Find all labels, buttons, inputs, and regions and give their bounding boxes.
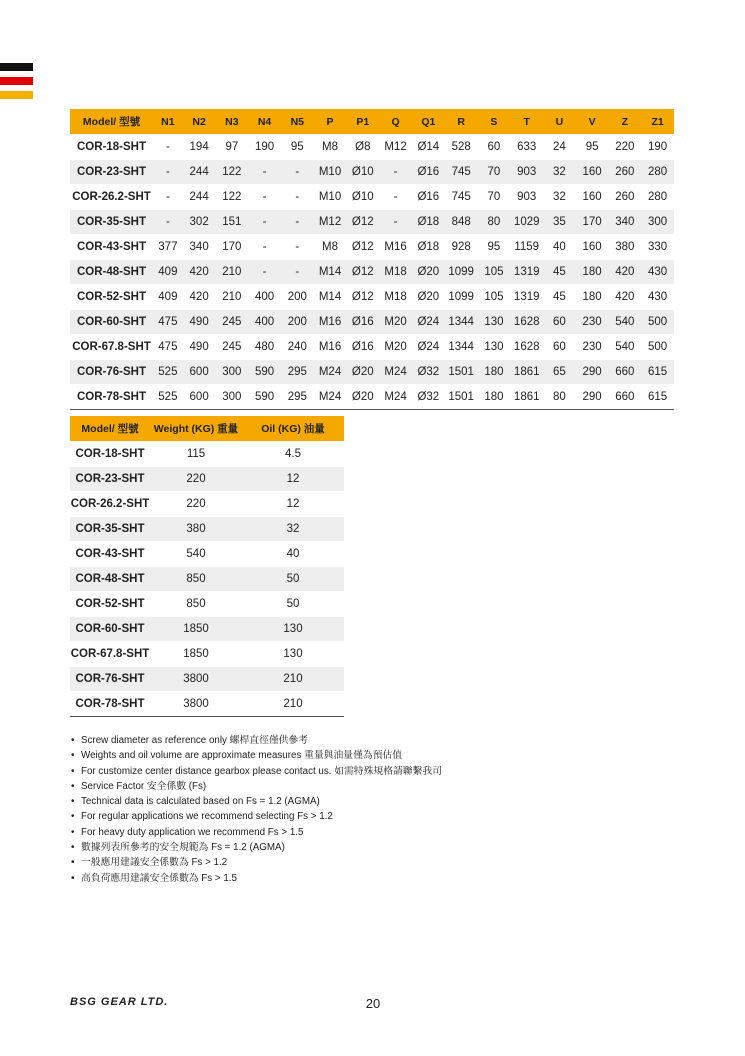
column-header: Model/ 型號 bbox=[70, 109, 153, 135]
value-cell: 180 bbox=[576, 260, 609, 285]
value-cell: 540 bbox=[608, 310, 641, 335]
table-row bbox=[70, 467, 344, 492]
value-cell: 500 bbox=[641, 310, 674, 335]
model-cell: COR-35-SHT bbox=[70, 210, 153, 235]
value-cell: 1159 bbox=[510, 235, 543, 260]
column-header: Q1 bbox=[412, 109, 445, 135]
value-cell: 1319 bbox=[510, 260, 543, 285]
value-cell: - bbox=[248, 235, 281, 260]
notes-list bbox=[71, 733, 442, 886]
table-row bbox=[70, 210, 674, 235]
model-cell: COR-23-SHT bbox=[70, 467, 150, 492]
value-cell: 590 bbox=[248, 360, 281, 385]
table-row bbox=[70, 542, 344, 567]
value-cell: Ø32 bbox=[412, 360, 445, 385]
value-cell: 1628 bbox=[510, 335, 543, 360]
note-item: • Service Factor 安全係數 (Fs) bbox=[71, 779, 442, 794]
value-cell: M10 bbox=[314, 160, 347, 185]
table-row bbox=[70, 185, 674, 210]
table-row bbox=[70, 567, 344, 592]
value-cell: 615 bbox=[641, 360, 674, 385]
value-cell: 170 bbox=[576, 210, 609, 235]
value-cell: 190 bbox=[641, 135, 674, 160]
value-cell: 32 bbox=[543, 160, 576, 185]
value-cell: Ø8 bbox=[346, 135, 379, 160]
weights-table bbox=[70, 416, 344, 717]
value-cell: M24 bbox=[379, 360, 412, 385]
value-cell: 240 bbox=[281, 335, 314, 360]
model-cell: COR-67.8-SHT bbox=[70, 335, 153, 360]
table-row bbox=[70, 517, 344, 542]
value-cell: Ø12 bbox=[346, 285, 379, 310]
value-cell: 340 bbox=[183, 235, 216, 260]
note-item: • Technical data is calculated based on Fs = 1.2 (AGMA) bbox=[71, 794, 442, 809]
value-cell: 32 bbox=[543, 185, 576, 210]
value-cell: - bbox=[153, 135, 183, 160]
value-cell: - bbox=[248, 260, 281, 285]
value-cell: 1861 bbox=[510, 385, 543, 410]
value-cell: 70 bbox=[478, 160, 511, 185]
model-cell: COR-76-SHT bbox=[70, 360, 153, 385]
value-cell: 12 bbox=[242, 467, 344, 492]
value-cell: - bbox=[248, 185, 281, 210]
value-cell: 430 bbox=[641, 285, 674, 310]
value-cell: - bbox=[379, 185, 412, 210]
value-cell: Ø24 bbox=[412, 310, 445, 335]
value-cell: 245 bbox=[215, 310, 248, 335]
value-cell: M14 bbox=[314, 285, 347, 310]
value-cell: 180 bbox=[576, 285, 609, 310]
column-header: Z1 bbox=[641, 109, 674, 135]
value-cell: 160 bbox=[576, 160, 609, 185]
value-cell: 1344 bbox=[445, 335, 478, 360]
value-cell: - bbox=[153, 210, 183, 235]
value-cell: 180 bbox=[478, 360, 511, 385]
column-header: Z bbox=[608, 109, 641, 135]
value-cell: 65 bbox=[543, 360, 576, 385]
value-cell: Ø16 bbox=[346, 310, 379, 335]
value-cell: - bbox=[281, 260, 314, 285]
column-header: N2 bbox=[183, 109, 216, 135]
value-cell: Ø10 bbox=[346, 185, 379, 210]
value-cell: 1628 bbox=[510, 310, 543, 335]
value-cell: Ø20 bbox=[346, 360, 379, 385]
column-header: Model/ 型號 bbox=[70, 416, 150, 442]
model-cell: COR-26.2-SHT bbox=[70, 185, 153, 210]
value-cell: 380 bbox=[150, 517, 242, 542]
note-item: • 數據列表所參考的安全規範為 Fs = 1.2 (AGMA) bbox=[71, 840, 442, 855]
table-row bbox=[70, 335, 674, 360]
value-cell: Ø12 bbox=[346, 210, 379, 235]
value-cell: 130 bbox=[242, 617, 344, 642]
value-cell: 97 bbox=[215, 135, 248, 160]
value-cell: 130 bbox=[478, 335, 511, 360]
value-cell: 122 bbox=[215, 185, 248, 210]
value-cell: M10 bbox=[314, 185, 347, 210]
value-cell: 903 bbox=[510, 185, 543, 210]
value-cell: 528 bbox=[445, 135, 478, 160]
value-cell: 3800 bbox=[150, 692, 242, 717]
value-cell: 220 bbox=[150, 492, 242, 517]
value-cell: 1850 bbox=[150, 642, 242, 667]
value-cell: M24 bbox=[314, 360, 347, 385]
value-cell: 590 bbox=[248, 385, 281, 410]
table-row bbox=[70, 592, 344, 617]
table-row bbox=[70, 135, 674, 160]
value-cell: 210 bbox=[215, 285, 248, 310]
value-cell: 105 bbox=[478, 285, 511, 310]
value-cell: M12 bbox=[379, 135, 412, 160]
value-cell: 210 bbox=[242, 692, 344, 717]
value-cell: 380 bbox=[608, 235, 641, 260]
page-number: 20 bbox=[365, 996, 381, 1011]
value-cell: 330 bbox=[641, 235, 674, 260]
value-cell: Ø20 bbox=[346, 385, 379, 410]
table-header-row bbox=[70, 416, 344, 442]
value-cell: 200 bbox=[281, 310, 314, 335]
value-cell: 60 bbox=[543, 335, 576, 360]
value-cell: 220 bbox=[608, 135, 641, 160]
table-row bbox=[70, 642, 344, 667]
value-cell: - bbox=[248, 210, 281, 235]
value-cell: 540 bbox=[150, 542, 242, 567]
value-cell: 40 bbox=[543, 235, 576, 260]
value-cell: 928 bbox=[445, 235, 478, 260]
value-cell: 60 bbox=[543, 310, 576, 335]
value-cell: 60 bbox=[478, 135, 511, 160]
value-cell: Ø18 bbox=[412, 210, 445, 235]
value-cell: 1099 bbox=[445, 285, 478, 310]
value-cell: 615 bbox=[641, 385, 674, 410]
value-cell: M16 bbox=[314, 335, 347, 360]
column-header: T bbox=[510, 109, 543, 135]
value-cell: 525 bbox=[153, 360, 183, 385]
model-cell: COR-23-SHT bbox=[70, 160, 153, 185]
value-cell: 409 bbox=[153, 260, 183, 285]
table-row bbox=[70, 492, 344, 517]
value-cell: 70 bbox=[478, 185, 511, 210]
value-cell: 745 bbox=[445, 185, 478, 210]
table-row bbox=[70, 442, 344, 467]
value-cell: 260 bbox=[608, 185, 641, 210]
value-cell: 1501 bbox=[445, 385, 478, 410]
model-cell: COR-48-SHT bbox=[70, 260, 153, 285]
value-cell: 122 bbox=[215, 160, 248, 185]
model-cell: COR-43-SHT bbox=[70, 235, 153, 260]
value-cell: M24 bbox=[314, 385, 347, 410]
value-cell: 600 bbox=[183, 385, 216, 410]
value-cell: 200 bbox=[281, 285, 314, 310]
value-cell: M18 bbox=[379, 285, 412, 310]
column-header: U bbox=[543, 109, 576, 135]
value-cell: 24 bbox=[543, 135, 576, 160]
column-header: P1 bbox=[346, 109, 379, 135]
value-cell: 244 bbox=[183, 185, 216, 210]
value-cell: 500 bbox=[641, 335, 674, 360]
table-row bbox=[70, 260, 674, 285]
model-cell: COR-18-SHT bbox=[70, 135, 153, 160]
value-cell: 903 bbox=[510, 160, 543, 185]
dimensions-table bbox=[70, 109, 674, 410]
value-cell: 3800 bbox=[150, 667, 242, 692]
note-item: • Weights and oil volume are approximate measures 重量與油量僅為預估值 bbox=[71, 748, 442, 763]
value-cell: 170 bbox=[215, 235, 248, 260]
value-cell: Ø16 bbox=[346, 335, 379, 360]
value-cell: 300 bbox=[215, 360, 248, 385]
value-cell: M16 bbox=[379, 235, 412, 260]
value-cell: 50 bbox=[242, 592, 344, 617]
value-cell: 745 bbox=[445, 160, 478, 185]
value-cell: M20 bbox=[379, 335, 412, 360]
value-cell: 475 bbox=[153, 335, 183, 360]
model-cell: COR-52-SHT bbox=[70, 285, 153, 310]
flag-stripe-black bbox=[0, 63, 33, 71]
value-cell: 340 bbox=[608, 210, 641, 235]
value-cell: 180 bbox=[478, 385, 511, 410]
value-cell: 260 bbox=[608, 160, 641, 185]
value-cell: 600 bbox=[183, 360, 216, 385]
value-cell: 244 bbox=[183, 160, 216, 185]
value-cell: M20 bbox=[379, 310, 412, 335]
value-cell: 1319 bbox=[510, 285, 543, 310]
value-cell: 1861 bbox=[510, 360, 543, 385]
value-cell: 190 bbox=[248, 135, 281, 160]
value-cell: Ø32 bbox=[412, 385, 445, 410]
brand-logo: BSG GEAR LTD. bbox=[70, 996, 169, 1008]
model-cell: COR-43-SHT bbox=[70, 542, 150, 567]
value-cell: 40 bbox=[242, 542, 344, 567]
value-cell: 12 bbox=[242, 492, 344, 517]
value-cell: 420 bbox=[608, 260, 641, 285]
value-cell: 1850 bbox=[150, 617, 242, 642]
value-cell: M14 bbox=[314, 260, 347, 285]
model-cell: COR-48-SHT bbox=[70, 567, 150, 592]
model-cell: COR-60-SHT bbox=[70, 617, 150, 642]
value-cell: - bbox=[281, 185, 314, 210]
value-cell: 633 bbox=[510, 135, 543, 160]
table-row bbox=[70, 285, 674, 310]
value-cell: Ø16 bbox=[412, 185, 445, 210]
value-cell: M16 bbox=[314, 310, 347, 335]
value-cell: 1029 bbox=[510, 210, 543, 235]
value-cell: - bbox=[153, 160, 183, 185]
value-cell: Ø12 bbox=[346, 260, 379, 285]
value-cell: 194 bbox=[183, 135, 216, 160]
value-cell: Ø12 bbox=[346, 235, 379, 260]
column-header: N3 bbox=[215, 109, 248, 135]
value-cell: 420 bbox=[183, 285, 216, 310]
value-cell: 540 bbox=[608, 335, 641, 360]
value-cell: 302 bbox=[183, 210, 216, 235]
note-item: • For regular applications we recommend selecting Fs > 1.2 bbox=[71, 809, 442, 824]
table-row bbox=[70, 667, 344, 692]
table-row bbox=[70, 385, 674, 410]
table-row bbox=[70, 235, 674, 260]
column-header: S bbox=[478, 109, 511, 135]
value-cell: 848 bbox=[445, 210, 478, 235]
table-row bbox=[70, 360, 674, 385]
model-cell: COR-67.8-SHT bbox=[70, 642, 150, 667]
value-cell: 245 bbox=[215, 335, 248, 360]
value-cell: 475 bbox=[153, 310, 183, 335]
value-cell: 295 bbox=[281, 360, 314, 385]
value-cell: 1344 bbox=[445, 310, 478, 335]
value-cell: M8 bbox=[314, 235, 347, 260]
value-cell: 290 bbox=[576, 385, 609, 410]
value-cell: - bbox=[379, 210, 412, 235]
value-cell: 409 bbox=[153, 285, 183, 310]
value-cell: 160 bbox=[576, 235, 609, 260]
value-cell: 230 bbox=[576, 310, 609, 335]
table-header-row bbox=[70, 109, 674, 135]
value-cell: 850 bbox=[150, 567, 242, 592]
value-cell: - bbox=[281, 235, 314, 260]
model-cell: COR-78-SHT bbox=[70, 385, 153, 410]
column-header: N4 bbox=[248, 109, 281, 135]
value-cell: 220 bbox=[150, 467, 242, 492]
value-cell: 210 bbox=[242, 667, 344, 692]
table-row bbox=[70, 160, 674, 185]
value-cell: Ø20 bbox=[412, 285, 445, 310]
value-cell: 525 bbox=[153, 385, 183, 410]
value-cell: 45 bbox=[543, 285, 576, 310]
value-cell: 430 bbox=[641, 260, 674, 285]
table-row bbox=[70, 310, 674, 335]
model-cell: COR-60-SHT bbox=[70, 310, 153, 335]
value-cell: 105 bbox=[478, 260, 511, 285]
value-cell: 660 bbox=[608, 385, 641, 410]
value-cell: 290 bbox=[576, 360, 609, 385]
note-item: • For heavy duty application we recommend Fs > 1.5 bbox=[71, 825, 442, 840]
model-cell: COR-52-SHT bbox=[70, 592, 150, 617]
value-cell: - bbox=[281, 210, 314, 235]
value-cell: 32 bbox=[242, 517, 344, 542]
value-cell: 160 bbox=[576, 185, 609, 210]
value-cell: 130 bbox=[478, 310, 511, 335]
value-cell: 95 bbox=[576, 135, 609, 160]
value-cell: 50 bbox=[242, 567, 344, 592]
value-cell: Ø18 bbox=[412, 235, 445, 260]
value-cell: 80 bbox=[478, 210, 511, 235]
value-cell: - bbox=[153, 185, 183, 210]
value-cell: 400 bbox=[248, 310, 281, 335]
note-item: • 一般應用建議安全係數為 Fs > 1.2 bbox=[71, 855, 442, 870]
value-cell: 230 bbox=[576, 335, 609, 360]
value-cell: 280 bbox=[641, 160, 674, 185]
flag-stripe-gold bbox=[0, 91, 33, 99]
value-cell: 490 bbox=[183, 335, 216, 360]
value-cell: 95 bbox=[281, 135, 314, 160]
value-cell: 130 bbox=[242, 642, 344, 667]
value-cell: 400 bbox=[248, 285, 281, 310]
value-cell: 295 bbox=[281, 385, 314, 410]
value-cell: 151 bbox=[215, 210, 248, 235]
value-cell: 850 bbox=[150, 592, 242, 617]
value-cell: - bbox=[281, 160, 314, 185]
value-cell: Ø10 bbox=[346, 160, 379, 185]
table-row bbox=[70, 617, 344, 642]
model-cell: COR-18-SHT bbox=[70, 442, 150, 467]
value-cell: 1099 bbox=[445, 260, 478, 285]
value-cell: 420 bbox=[183, 260, 216, 285]
value-cell: Ø16 bbox=[412, 160, 445, 185]
value-cell: 490 bbox=[183, 310, 216, 335]
flag-stripe-red bbox=[0, 77, 33, 85]
model-cell: COR-76-SHT bbox=[70, 667, 150, 692]
value-cell: 4.5 bbox=[242, 442, 344, 467]
model-cell: COR-35-SHT bbox=[70, 517, 150, 542]
value-cell: 210 bbox=[215, 260, 248, 285]
value-cell: Ø24 bbox=[412, 335, 445, 360]
column-header: N1 bbox=[153, 109, 183, 135]
value-cell: Ø14 bbox=[412, 135, 445, 160]
value-cell: 420 bbox=[608, 285, 641, 310]
value-cell: M12 bbox=[314, 210, 347, 235]
column-header: R bbox=[445, 109, 478, 135]
value-cell: 660 bbox=[608, 360, 641, 385]
model-cell: COR-26.2-SHT bbox=[70, 492, 150, 517]
value-cell: 115 bbox=[150, 442, 242, 467]
value-cell: 80 bbox=[543, 385, 576, 410]
value-cell: 377 bbox=[153, 235, 183, 260]
value-cell: 1501 bbox=[445, 360, 478, 385]
table-row bbox=[70, 692, 344, 717]
value-cell: 280 bbox=[641, 185, 674, 210]
value-cell: Ø20 bbox=[412, 260, 445, 285]
value-cell: 300 bbox=[641, 210, 674, 235]
column-header: Weight (KG) 重量 bbox=[150, 416, 242, 442]
value-cell: 300 bbox=[215, 385, 248, 410]
column-header: V bbox=[576, 109, 609, 135]
note-item: • For customize center distance gearbox please contact us. 如需特殊規格請聯繫我司 bbox=[71, 764, 442, 779]
model-cell: COR-78-SHT bbox=[70, 692, 150, 717]
value-cell: M24 bbox=[379, 385, 412, 410]
note-item: • Screw diameter as reference only 螺桿直徑僅供參考 bbox=[71, 733, 442, 748]
value-cell: - bbox=[379, 160, 412, 185]
value-cell: - bbox=[248, 160, 281, 185]
value-cell: 45 bbox=[543, 260, 576, 285]
value-cell: 95 bbox=[478, 235, 511, 260]
column-header: Q bbox=[379, 109, 412, 135]
value-cell: 480 bbox=[248, 335, 281, 360]
column-header: N5 bbox=[281, 109, 314, 135]
note-item: • 高負荷應用建議安全係數為 Fs > 1.5 bbox=[71, 871, 442, 886]
value-cell: M18 bbox=[379, 260, 412, 285]
column-header: P bbox=[314, 109, 347, 135]
column-header: Oil (KG) 油量 bbox=[242, 416, 344, 442]
value-cell: M8 bbox=[314, 135, 347, 160]
value-cell: 35 bbox=[543, 210, 576, 235]
